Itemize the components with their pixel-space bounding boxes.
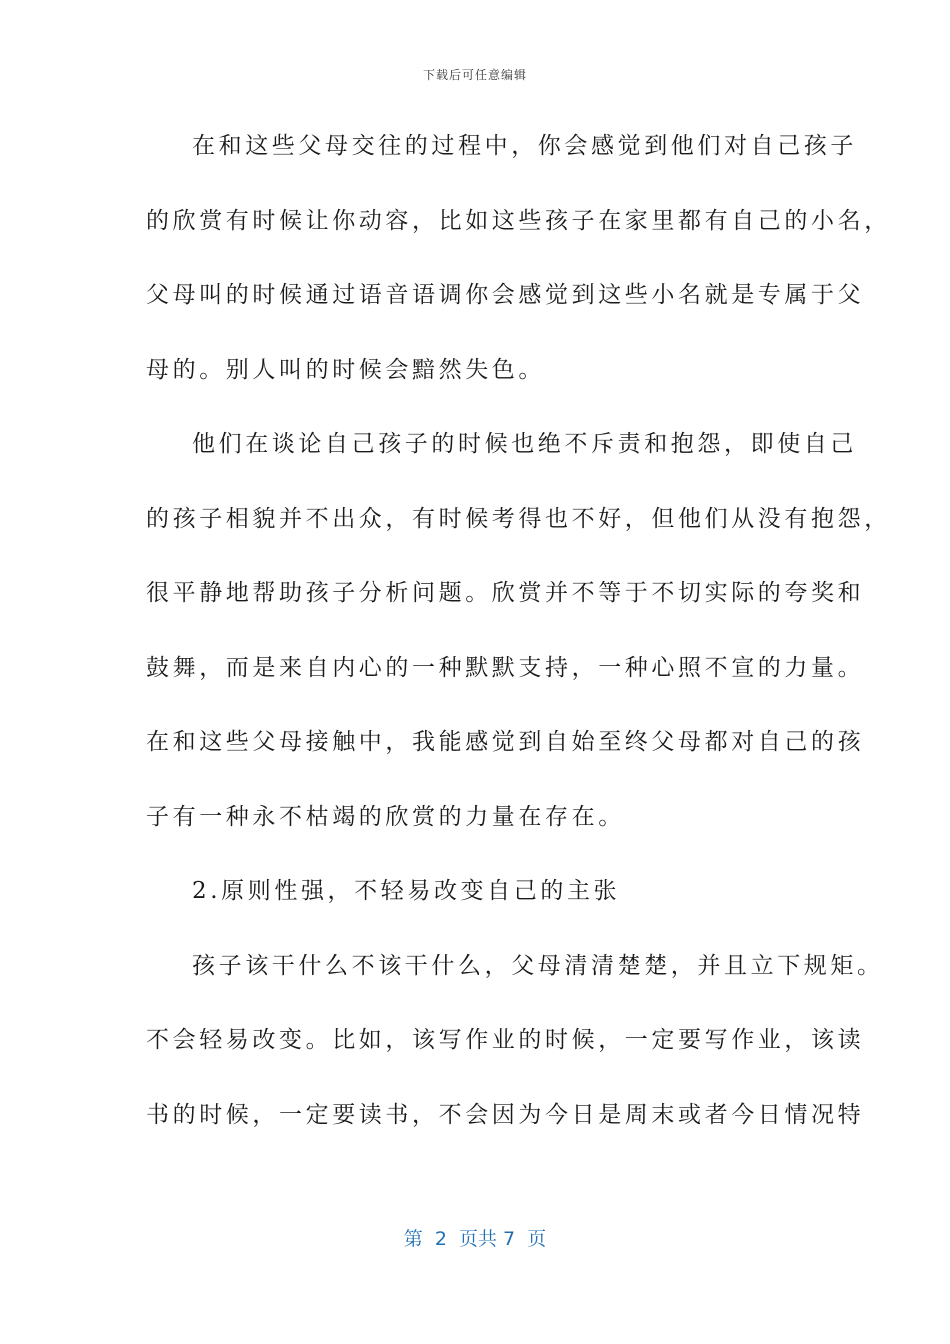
text-line: 他们在谈论自己孩子的时候也绝不斥责和抱怨，即使自己 [192, 431, 857, 457]
text-line: 不会轻易改变。比如，该写作业的时候，一定要写作业，该读 [146, 1027, 865, 1053]
text-line: 2.原则性强，不轻易改变自己的主张 [192, 878, 621, 904]
text-line: 书的时候，一定要读书，不会因为今日是周末或者今日情况特 [146, 1101, 865, 1128]
text-line: 的欣赏有时候让你动容，比如这些孩子在家里都有自己的小名， [146, 207, 891, 234]
text-line: 鼓舞，而是来自内心的一种默默支持，一种心照不宣的力量。 [146, 654, 865, 681]
text-line: 在和这些父母接触中，我能感觉到自始至终父母都对自己的孩 [146, 729, 865, 755]
header-note: 下载后可任意编辑 [422, 68, 527, 82]
text-line: 孩子该干什么不该干什么，父母清清楚楚，并且立下规矩。 [192, 952, 884, 979]
text-line: 母的。别人叫的时候会黯然失色。 [146, 356, 545, 383]
page-number-footer: 第 2 页共 7 页 [403, 1228, 547, 1250]
text-line: 子有一种永不枯竭的欣赏的力量在存在。 [146, 803, 625, 830]
text-line: 父母叫的时候通过语音语调你会感觉到这些小名就是专属于父 [146, 282, 865, 308]
text-line: 的孩子相貌并不出众，有时候考得也不好，但他们从没有抱怨， [146, 505, 891, 532]
body-text [146, 122, 891, 1165]
text-line: 在和这些父母交往的过程中，你会感觉到他们对自己孩子 [192, 133, 857, 159]
text-line: 很平静地帮助孩子分析问题。欣赏并不等于不切实际的夸奖和 [146, 580, 865, 606]
